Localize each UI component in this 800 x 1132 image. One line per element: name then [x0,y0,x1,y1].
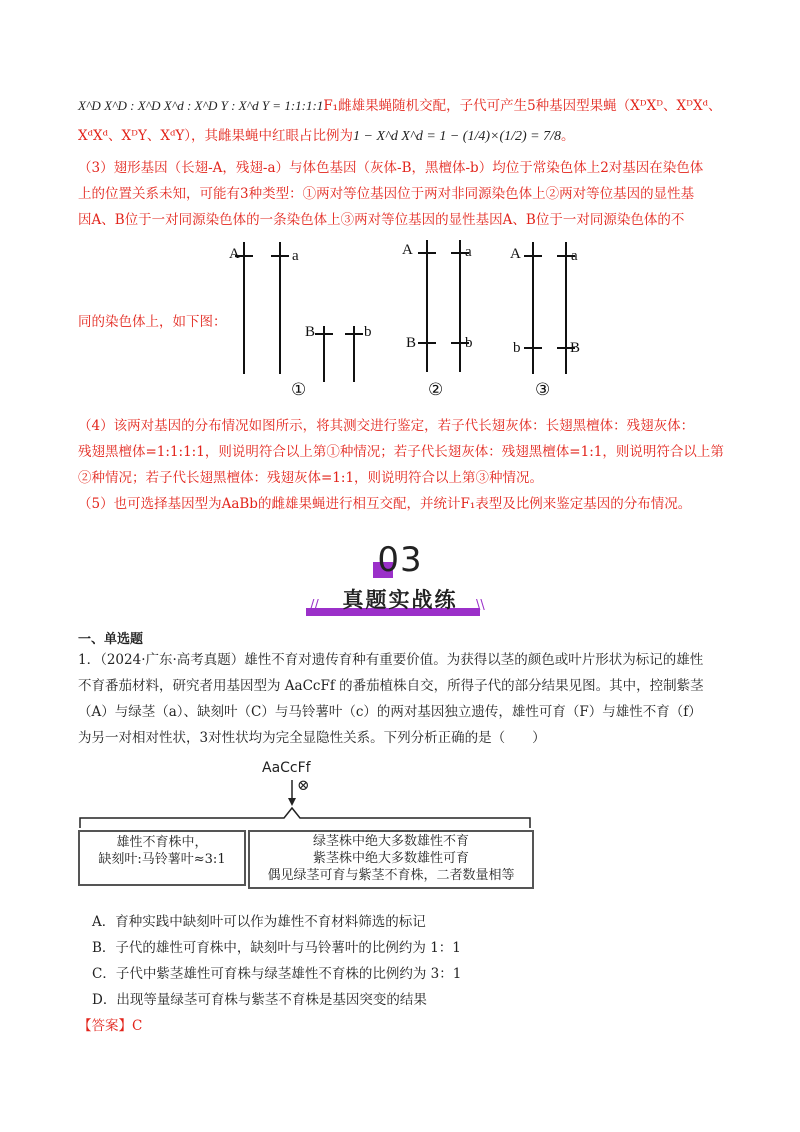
option-d[interactable]: D．出现等量绿茎可育株与紫茎不育株是基因突变的结果 [92,992,427,1008]
decor-slashes-right: \\ [476,598,485,613]
genotypes-list-text: XᵈXᵈ、XᴰY、XᵈY），其雌果蝇中红眼占比例为 [78,128,354,144]
offspring-genotypes-text: F₁雌雄果蝇随机交配，子代可产生5种基因型果蝇（XᴰXᴰ、XᴰXᵈ、 [323,98,722,114]
question-line1: 1．（2024·广东·高考真题）雄性不育对遗传育种有重要价值。为获得以茎的颜色或叶片形状为标记的雄性 [78,652,704,668]
gene-label-A: A [229,246,240,262]
gene-label-A: A [402,242,413,258]
para3-line3: 因A、B位于一对同源染色体的一条染色体上③两对等位基因的显性基因A、B位于一对同源染色体的不 [78,212,685,228]
para3-line2: 上的位置关系未知，可能有3种类型：①两对等位基因位于两对非同源染色体上②两对等位基因的显性基 [78,186,695,202]
para5-line1: （5）也可选择基因型为AaBb的雌雄果蝇进行相互交配，并统计F₁表型及比例来鉴定基因的分布情况。 [78,496,692,512]
left-box-line1: 雄性不育株中， [116,835,208,850]
para4-line1: （4）该两对基因的分布情况如图所示，将其测交进行鉴定，若子代长翅灰体：长翅黑檀体：残翅灰体： [78,418,695,434]
option-a[interactable]: A．育种实践中缺刻叶可以作为雄性不育材料筛选的标记 [92,914,426,930]
left-box-line2: 缺刻叶:马铃薯叶≈3:1 [98,852,226,867]
para4-line3: ②种情况；若子代长翅黑檀体：残翅灰体=1:1，则说明符合以上第③种情况。 [78,470,544,486]
self-cross-symbol: ⊗ [297,776,310,794]
answer-label: 【答案】 [78,1018,132,1034]
question-line3: （A）与绿茎（a）、缺刻叶（C）与马铃薯叶（c）的两对基因独立遗传，雄性可育（F）与雄性不育（f） [78,704,702,720]
decor-slashes-left: // [310,598,319,613]
gene-label-a: a [571,248,578,264]
para4-line2: 残翅黑檀体=1:1:1:1，则说明符合以上第①种情况；若子代长翅灰体：残翅黑檀体=1:1，则说明符合以上第 [78,444,724,460]
gene-label-a: a [292,248,299,264]
question-line2: 不育番茄材料，研究者用基因型为 AaCcFf 的番茄植株自交，所得子代的部分结果见图。其中，控制紫茎 [78,678,704,694]
section-number: 03 [377,540,423,580]
gene-label-B: B [305,324,316,340]
gene-label-B: B [570,340,581,356]
gene-label-b: b [465,335,473,351]
gene-label-A: A [510,246,521,262]
red-eye-ratio-line [78,126,575,147]
figure-caption-1: ① [291,380,307,399]
figure-caption-3: ③ [535,380,551,399]
gene-label-a: a [465,244,472,260]
gene-label-B: B [406,335,417,351]
section-title: 真题实战练 [342,588,458,612]
answer-line [78,1014,142,1034]
genotype-ratio-formula: X^D X^D : X^D X^d : X^D Y : X^d Y = 1:1:1:1 [78,98,324,113]
right-box-line3: 偶见绿茎可育与紫茎不育株，二者数量相等 [267,868,515,883]
right-box-line2: 紫茎株中绝大多数雄性可育 [312,851,469,866]
genotype-ratio-line [78,96,721,116]
question-line4: 为另一对相对性状，3对性状均为完全显隐性关系。下列分析正确的是（ ） [78,730,546,746]
right-result-box [248,830,534,889]
para3-line4: 同的染色体上，如下图： [78,314,227,330]
option-b[interactable]: B．子代的雄性可育株中，缺刻叶与马铃薯叶的比例约为 1：1 [92,940,461,956]
gene-label-b: b [364,324,372,340]
question-type-heading: 一、单选题 [78,632,144,647]
red-eye-formula: 1 − X^d X^d = 1 − (1/4)×(1/2) = 7/8 [353,129,562,144]
chromosome-figure [220,236,600,404]
parent-genotype: AaCcFf [262,760,311,776]
para3-line1: （3）翅形基因（长翅-A，残翅-a）与体色基因（灰体-B，黑檀体-b）均位于常染色体上2对基因在染色体 [78,160,704,176]
gene-label-b: b [513,340,521,356]
right-box-line1: 绿茎株中绝大多数雄性不育 [312,834,469,849]
left-result-box [78,830,246,886]
option-c[interactable]: C．子代中紫茎雄性可育株与绿茎雄性不育株的比例约为 3：1 [92,966,462,982]
figure-caption-2: ② [428,380,444,399]
period: 。 [561,128,575,144]
answer-value: C [132,1018,143,1034]
